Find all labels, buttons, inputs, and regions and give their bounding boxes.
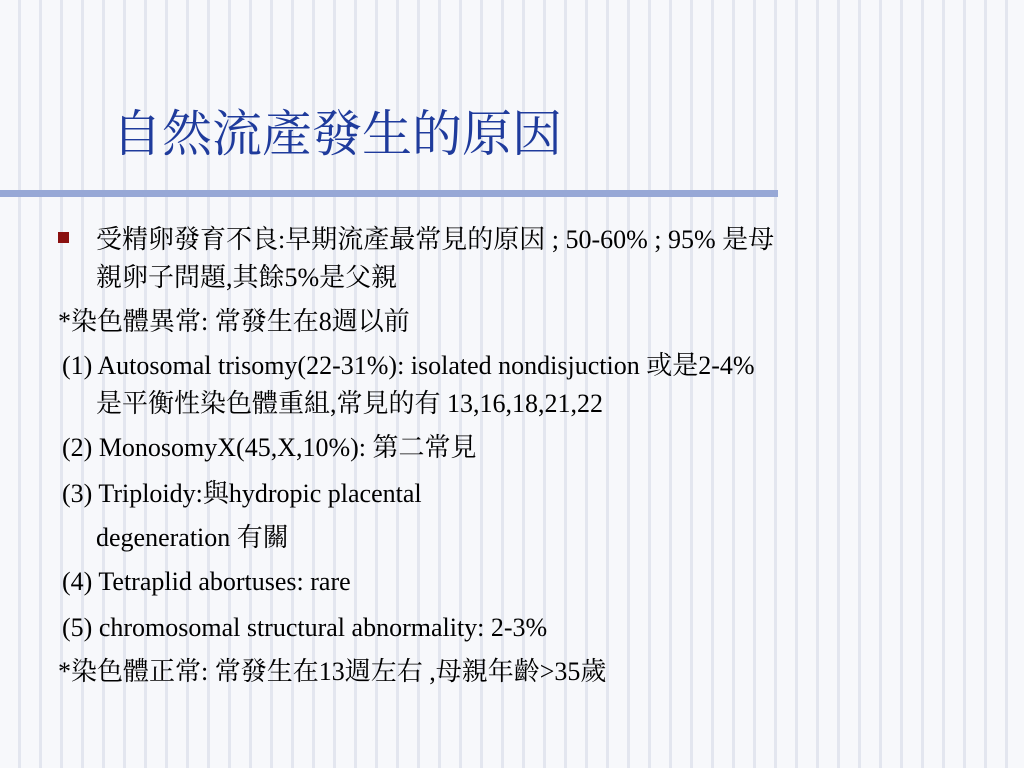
item-4: (4) Tetraplid abortuses: rare: [62, 567, 351, 596]
normal-heading: *染色體正常: 常發生在13週左右 ,母親年齡>35歲: [58, 657, 607, 686]
item-1-line-1: (1) Autosomal trisomy(22-31%): isolated nondisjuction 或是2-4%: [62, 351, 755, 380]
item-1-line-2: 是平衡性染色體重組,常見的有 13,16,18,21,22: [96, 389, 604, 418]
bullet-line-2: 親卵子問題,其餘5%是父親: [96, 263, 398, 292]
item-3-line-2: degeneration 有關: [96, 523, 289, 552]
square-bullet-icon: [58, 232, 69, 243]
title-divider: [0, 190, 778, 197]
slide-title: 自然流產發生的原因: [112, 105, 562, 163]
item-5: (5) chromosomal structural abnormality: 2-3%: [62, 613, 548, 642]
item-3-line-1: (3) Triploidy:與hydropic placental: [62, 479, 422, 508]
bullet-line-1: 受精卵發育不良:早期流產最常見的原因 ; 50-60% ; 95% 是母: [96, 225, 775, 254]
item-2: (2) MonosomyX(45,X,10%): 第二常見: [62, 433, 477, 462]
abnormal-heading: *染色體異常: 常發生在8週以前: [58, 307, 410, 336]
